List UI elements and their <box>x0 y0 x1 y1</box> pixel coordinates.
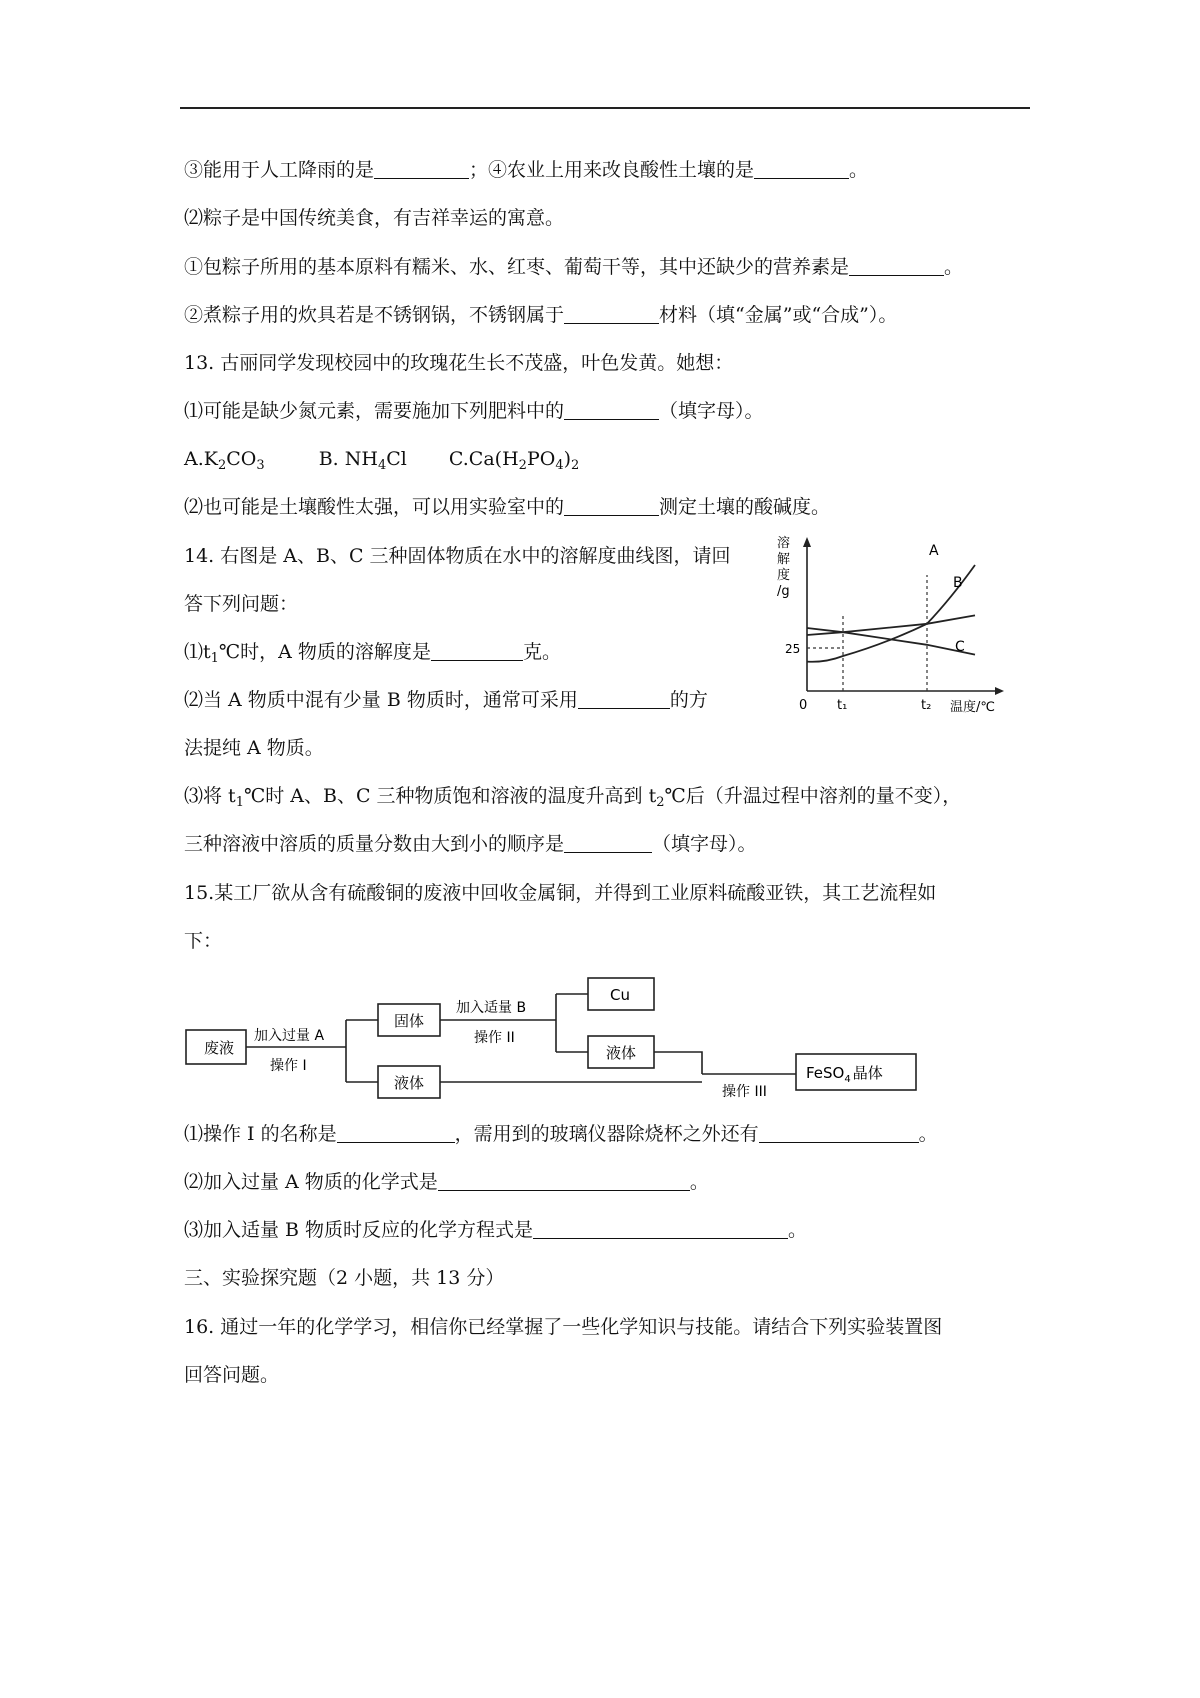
q14-sub3: ⑶将 $t_1℃$时 A、B、C 三种物质饱和溶液的温度升高到 $t_2℃$后（升温过程中溶剂的量不变）， <box>184 785 962 810</box>
q15-sub3: ⑶加入适量 B 物质时反应的化学方程式是 。 <box>184 1219 808 1241</box>
tick-t1: t₁ <box>837 698 848 713</box>
header-rule <box>180 107 1030 109</box>
ylabel-1: 溶 <box>777 536 791 551</box>
tick-t2: t₂ <box>921 698 932 713</box>
section-3-title: 三、实验探究题（2 小题，共 13 分） <box>184 1267 505 1289</box>
answer-blank[interactable] <box>438 1170 690 1191</box>
q16-line-1: 16. 通过一年的化学学习，相信你已经掌握了一些化学知识与技能。请结合下列实验装置图 <box>184 1316 943 1338</box>
label-product: FeSO$_4$ 晶体 <box>806 1064 883 1085</box>
answer-blank[interactable] <box>564 303 659 324</box>
q15-stem-1: 15.某工厂欲从含有硫酸铜的废液中回收金属铜，并得到工业原料硫酸亚铁，其工艺流程如 <box>184 882 937 904</box>
q12-item4-text: ；④农业上用来改良酸性土壤的是 <box>469 159 755 181</box>
q14-sub1: $⑴t_1℃$时，A 物质的溶解度是 克。 <box>184 641 561 666</box>
answer-blank[interactable] <box>754 158 849 179</box>
answer-blank[interactable] <box>849 255 944 276</box>
curve-b <box>807 615 975 635</box>
q16-line-2: 回答问题。 <box>184 1364 280 1386</box>
q12-sub2-2: ②煮粽子用的炊具若是不锈钢锅，不锈钢属于 材料（填“金属”或“合成”）。 <box>184 304 898 326</box>
answer-blank[interactable] <box>564 399 659 420</box>
line-liquid2-out <box>654 1052 702 1074</box>
origin-label: 0 <box>799 698 808 713</box>
answer-blank[interactable] <box>564 495 659 516</box>
series-label-b: B <box>953 575 963 591</box>
q14-stem-1: 14. 右图是 A、B、C 三种固体物质在水中的溶解度曲线图，请回 <box>184 545 731 567</box>
ylabel-4: /g <box>777 584 790 599</box>
label-waste: 废液 <box>204 1039 235 1057</box>
answer-blank[interactable] <box>759 1122 919 1143</box>
label-op2: 操作 II <box>474 1030 515 1046</box>
answer-blank[interactable] <box>533 1218 788 1239</box>
label-op3: 操作 III <box>722 1084 767 1100</box>
xlabel: 温度/℃ <box>950 700 995 715</box>
q13-options <box>184 446 627 479</box>
answer-blank[interactable] <box>374 158 469 179</box>
label-liquid2: 液体 <box>606 1044 637 1062</box>
label-add-b: 加入适量 B <box>456 1000 527 1016</box>
option-b: B. $NH_4Cl$ <box>318 448 407 473</box>
q14-sub2-cont: 法提纯 A 物质。 <box>184 737 324 759</box>
q12-line-3-4: ③能用于人工降雨的是 ；④农业上用来改良酸性土壤的是 。 <box>184 159 869 181</box>
option-c: $C.Ca(H_2PO_4)_2$ <box>448 448 580 473</box>
answer-blank[interactable] <box>337 1122 455 1143</box>
curve-a <box>807 565 975 662</box>
label-cu: Cu <box>610 986 630 1004</box>
series-label-c: C <box>955 639 965 655</box>
process-flow-diagram <box>182 970 942 1105</box>
tick-y-25: 25 <box>785 642 801 656</box>
answer-blank[interactable] <box>564 832 652 853</box>
q12-sub2-1: ①包粽子所用的基本原料有糯米、水、红枣、葡萄干等，其中还缺少的营养素是 。 <box>184 256 964 278</box>
label-op1: 操作 I <box>270 1058 307 1074</box>
answer-blank[interactable] <box>431 640 523 661</box>
x-axis-arrow <box>995 687 1004 695</box>
q13-stem: 13. 古丽同学发现校园中的玫瑰花生长不茂盛，叶色发黄。她想： <box>184 352 734 374</box>
series-label-a: A <box>929 543 939 559</box>
ylabel-2: 解 <box>777 552 791 567</box>
curve-c <box>807 628 975 655</box>
q12-sub2: ⑵粽子是中国传统美食，有吉祥幸运的寓意。 <box>184 207 565 229</box>
q13-sub2: ⑵也可能是土壤酸性太强，可以用实验室中的 测定土壤的酸碱度。 <box>184 496 831 518</box>
ylabel-3: 度 <box>777 568 791 583</box>
label-solid: 固体 <box>394 1012 425 1030</box>
label-add-a: 加入过量 A <box>254 1028 325 1044</box>
answer-blank[interactable] <box>578 688 670 709</box>
option-a: $A.K_2CO_3$ <box>184 448 265 473</box>
q12-item3-text: ③能用于人工降雨的是 <box>184 159 375 181</box>
q13-sub1: ⑴可能是缺少氮元素，需要施加下列肥料中的 （填字母）。 <box>184 400 764 422</box>
q14-sub2: ⑵当 A 物质中混有少量 B 物质时，通常可采用 的方 <box>184 689 708 711</box>
q15-sub2: ⑵加入过量 A 物质的化学式是 。 <box>184 1171 709 1193</box>
q15-stem-2: 下： <box>184 930 223 952</box>
q14-stem-2: 答下列问题： <box>184 593 299 615</box>
q14-sub3-cont: 三种溶液中溶质的质量分数由大到小的顺序是 （填字母）。 <box>184 833 757 855</box>
solubility-chart <box>775 535 1015 715</box>
y-axis-arrow <box>803 537 811 547</box>
q15-sub1: ⑴操作 I 的名称是 ，需用到的玻璃仪器除烧杯之外还有 。 <box>184 1123 938 1145</box>
label-liquid1: 液体 <box>394 1074 425 1092</box>
